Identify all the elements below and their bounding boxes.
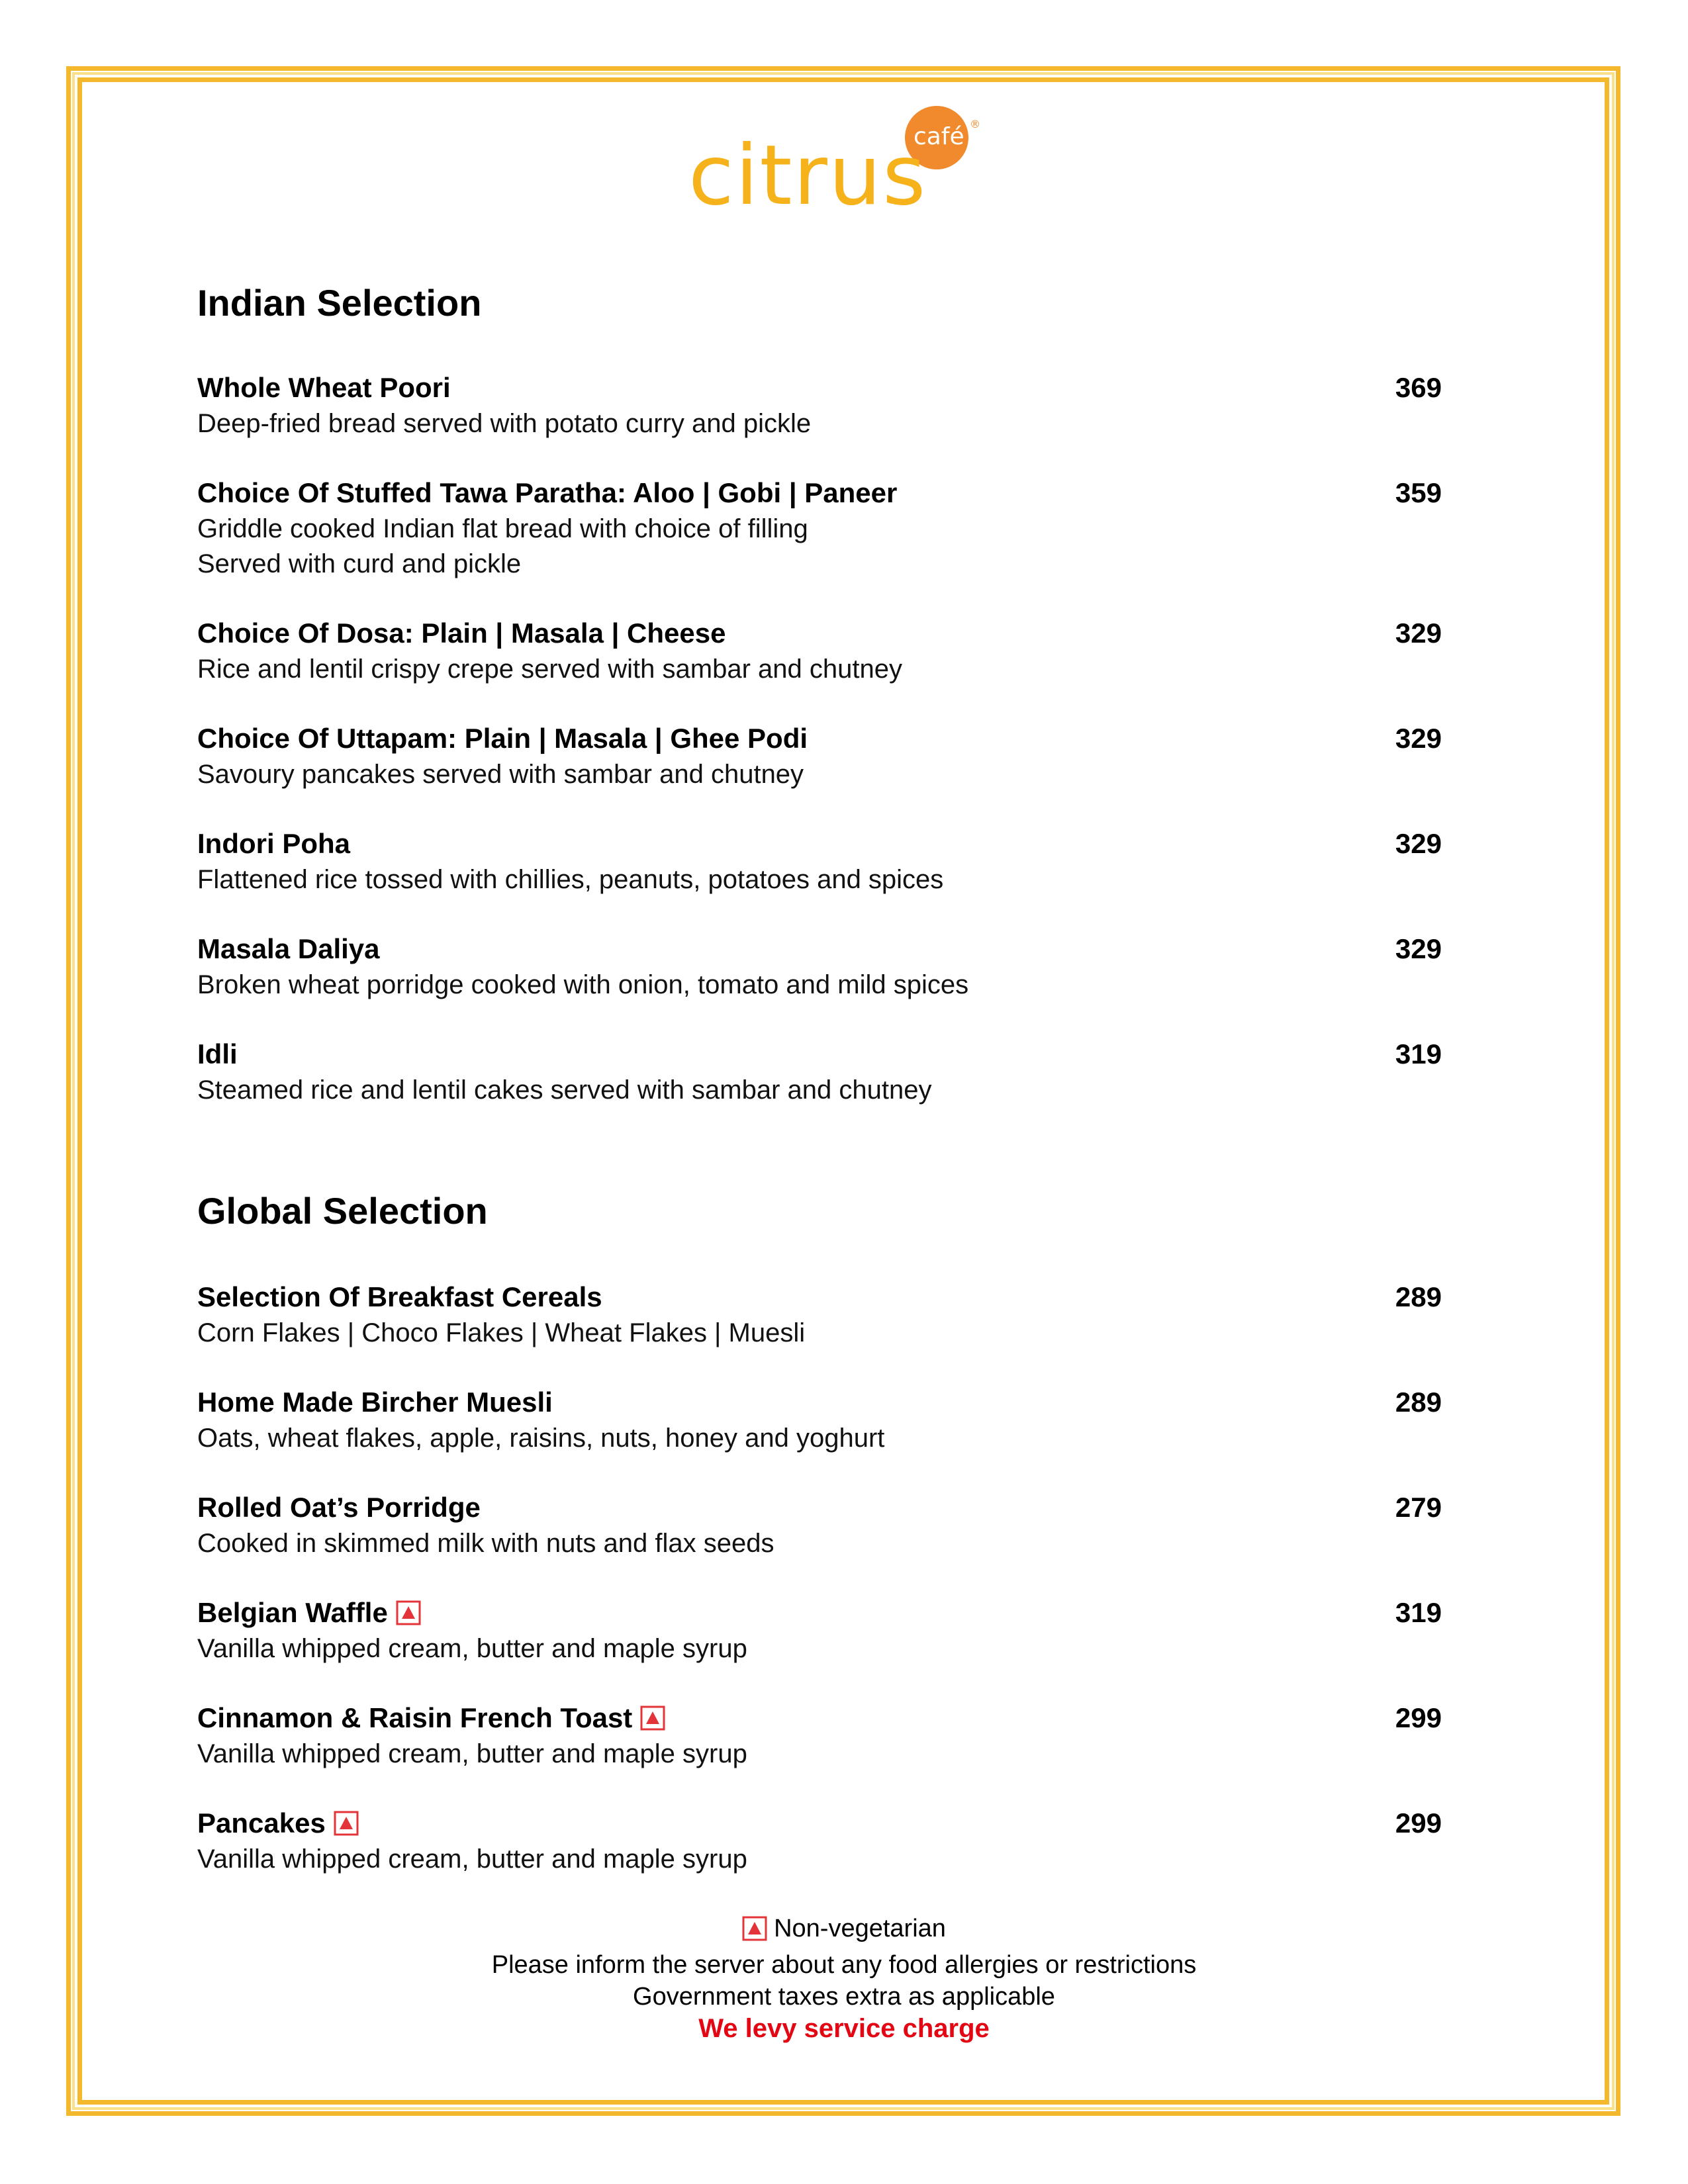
item-name: Choice Of Stuffed Tawa Paratha: Aloo | Gobi | Paneer xyxy=(197,477,898,508)
menu-item xyxy=(197,825,1442,897)
non-veg-icon xyxy=(640,1706,665,1731)
item-description: Corn Flakes | Choco Flakes | Wheat Flakes | Muesli xyxy=(197,1318,806,1347)
item-name: Cinnamon & Raisin French Toast xyxy=(197,1700,665,1737)
item-price: 319 xyxy=(1395,1038,1442,1069)
non-veg-legend xyxy=(742,1913,946,1944)
item-name: Masala Daliya xyxy=(197,933,380,964)
item-description: Vanilla whipped cream, butter and maple syrup xyxy=(197,1739,747,1768)
item-price: 359 xyxy=(1395,477,1442,508)
item-description: Savoury pancakes served with sambar and chutney xyxy=(197,760,804,789)
menu-item xyxy=(197,1036,1442,1108)
section-title-global: Global Selection xyxy=(197,1190,488,1232)
item-description: Oats, wheat flakes, apple, raisins, nuts, honey and yoghurt xyxy=(197,1424,885,1453)
item-name: Rolled Oat’s Porridge xyxy=(197,1492,481,1523)
item-name: Selection Of Breakfast Cereals xyxy=(197,1281,602,1312)
allergy-note: Please inform the server about any food allergies or restrictions xyxy=(491,1951,1197,1979)
legend-label: Non-vegetarian xyxy=(774,1915,946,1942)
menu-footer xyxy=(0,1913,1688,2044)
non-veg-icon xyxy=(742,1916,767,1941)
menu-item xyxy=(197,1384,1442,1456)
item-name: Home Made Bircher Muesli xyxy=(197,1387,553,1418)
item-price: 369 xyxy=(1395,372,1442,403)
menu-item xyxy=(197,1279,1442,1351)
menu-item xyxy=(197,1594,1442,1666)
menu-item xyxy=(197,931,1442,1003)
item-description: Cooked in skimmed milk with nuts and flax seeds xyxy=(197,1529,774,1558)
item-name: Choice Of Uttapam: Plain | Masala | Ghee Podi xyxy=(197,723,808,754)
item-price: 279 xyxy=(1395,1492,1442,1523)
item-price: 299 xyxy=(1395,1807,1442,1839)
item-name: Indori Poha xyxy=(197,828,350,859)
menu-item xyxy=(197,369,1442,441)
citrus-cafe-logo xyxy=(675,98,1006,217)
item-price: 289 xyxy=(1395,1281,1442,1312)
non-veg-icon xyxy=(334,1811,359,1836)
menu-item xyxy=(197,615,1442,687)
logo-wordmark: citrus xyxy=(688,128,927,217)
service-charge-note: We levy service charge xyxy=(698,2014,990,2043)
section-title-indian: Indian Selection xyxy=(197,282,482,324)
menu-item xyxy=(197,475,1442,582)
item-price: 329 xyxy=(1395,723,1442,754)
item-name: Belgian Waffle xyxy=(197,1594,421,1631)
item-description: Griddle cooked Indian flat bread with choice of filling xyxy=(197,514,808,543)
menu-item xyxy=(197,1805,1442,1877)
item-price: 329 xyxy=(1395,933,1442,964)
item-description: Vanilla whipped cream, butter and maple syrup xyxy=(197,1844,747,1874)
item-description: Deep-fried bread served with potato curry and pickle xyxy=(197,409,812,438)
item-price: 329 xyxy=(1395,828,1442,859)
item-description: Served with curd and pickle xyxy=(197,549,522,578)
item-description: Vanilla whipped cream, butter and maple syrup xyxy=(197,1634,747,1663)
item-description: Flattened rice tossed with chillies, peanuts, potatoes and spices xyxy=(197,865,944,894)
item-price: 299 xyxy=(1395,1702,1442,1733)
menu-item xyxy=(197,1489,1442,1561)
item-description: Broken wheat porridge cooked with onion, tomato and mild spices xyxy=(197,970,969,999)
item-description: Rice and lentil crispy crepe served with sambar and chutney xyxy=(197,655,902,684)
item-name: Choice Of Dosa: Plain | Masala | Cheese xyxy=(197,617,726,649)
item-description: Steamed rice and lentil cakes served with sambar and chutney xyxy=(197,1075,932,1105)
tax-note: Government taxes extra as applicable xyxy=(633,1983,1055,2011)
menu-item xyxy=(197,720,1442,792)
item-price: 289 xyxy=(1395,1387,1442,1418)
item-price: 329 xyxy=(1395,617,1442,649)
item-name: Whole Wheat Poori xyxy=(197,372,451,403)
logo-registered-mark: ® xyxy=(970,118,980,130)
menu-item xyxy=(197,1700,1442,1772)
item-price: 319 xyxy=(1395,1597,1442,1628)
logo-cafe-tag: café xyxy=(914,123,964,150)
non-veg-icon xyxy=(396,1600,421,1625)
item-name: Pancakes xyxy=(197,1805,359,1842)
item-name: Idli xyxy=(197,1038,238,1069)
